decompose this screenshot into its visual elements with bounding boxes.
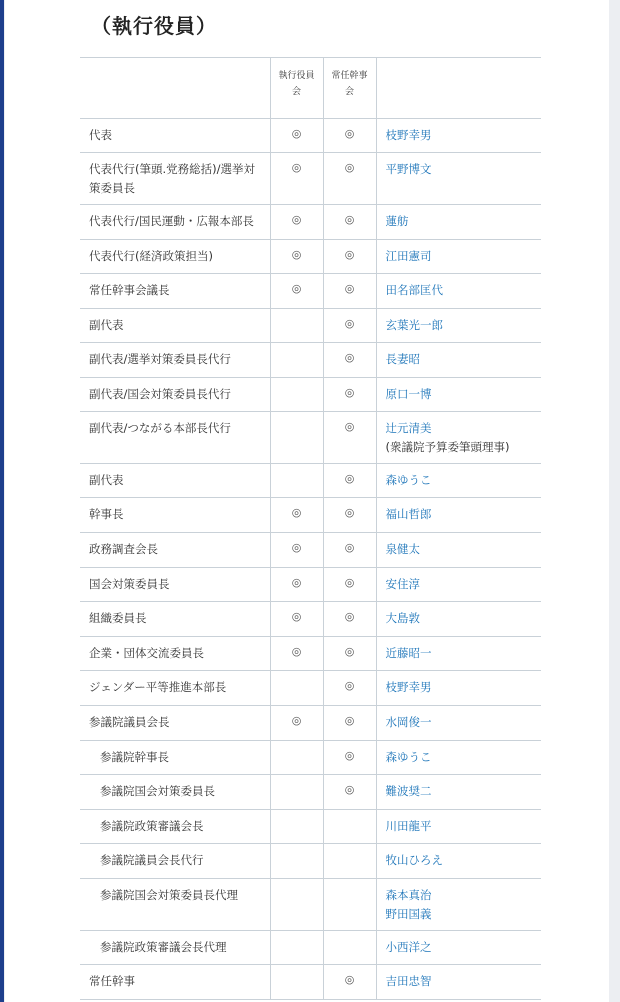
table-row [80, 931, 541, 965]
exec-committee-mark [270, 965, 323, 1000]
table-row [80, 637, 541, 671]
exec-committee-mark: ◎ [270, 119, 323, 153]
name-cell [376, 533, 541, 568]
member-name-link[interactable]: 水岡俊一 [385, 715, 432, 729]
name-cell [376, 378, 541, 412]
name-cell [376, 498, 541, 533]
role-cell: 参議院政策審議会長代理 [80, 931, 270, 965]
table-row [80, 343, 541, 378]
exec-committee-mark [270, 671, 323, 706]
name-cell [376, 568, 541, 602]
exec-committee-mark [270, 464, 323, 498]
member-name-link[interactable]: 牧山ひろえ [385, 853, 443, 867]
standing-board-mark: ◎ [323, 775, 376, 810]
table-row [80, 205, 541, 240]
role-cell: 代表代行(経済政策担当) [80, 240, 270, 274]
table-row [80, 741, 541, 775]
name-cell [376, 671, 541, 706]
member-name-link[interactable]: 大島敦 [385, 611, 420, 625]
name-cell [376, 119, 541, 153]
exec-committee-mark [270, 412, 323, 464]
role-cell: 常任幹事 [80, 965, 270, 1000]
name-cell [376, 412, 541, 464]
member-name-link[interactable]: 辻元清美 [385, 421, 432, 435]
table-row [80, 844, 541, 879]
header-name [376, 58, 541, 119]
role-cell: 参議院議員会長 [80, 706, 270, 741]
member-note: (衆議院予算委筆頭理事) [385, 440, 510, 454]
table-row [80, 965, 541, 1000]
table-row [80, 671, 541, 706]
role-cell: 代表 [80, 119, 270, 153]
member-name-link[interactable]: 難波奨二 [385, 784, 432, 798]
role-cell: 参議院議員会長代行 [80, 844, 270, 879]
member-name-link[interactable]: 枝野幸男 [385, 680, 432, 694]
role-cell: ジェンダー平等推進本部長 [80, 671, 270, 706]
role-cell: 参議院幹事長 [80, 741, 270, 775]
name-cell [376, 637, 541, 671]
table-row [80, 309, 541, 343]
standing-board-mark: ◎ [323, 706, 376, 741]
table-row [80, 153, 541, 205]
role-cell: 副代表 [80, 309, 270, 343]
name-cell [376, 153, 541, 205]
role-cell: 国会対策委員長 [80, 568, 270, 602]
member-name-link[interactable]: 江田憲司 [385, 249, 432, 263]
exec-committee-mark [270, 343, 323, 378]
name-cell [376, 844, 541, 879]
name-cell [376, 274, 541, 309]
table-row [80, 602, 541, 637]
standing-board-mark: ◎ [323, 274, 376, 309]
standing-board-mark [323, 879, 376, 931]
standing-board-mark: ◎ [323, 153, 376, 205]
member-name-link[interactable]: 安住淳 [385, 577, 420, 591]
section-title: （執行役員） [91, 14, 217, 38]
standing-board-mark [323, 810, 376, 844]
left-accent-bar [0, 0, 4, 1002]
standing-board-mark: ◎ [323, 119, 376, 153]
standing-board-mark [323, 844, 376, 879]
role-cell: 副代表/選挙対策委員長代行 [80, 343, 270, 378]
exec-committee-mark: ◎ [270, 568, 323, 602]
role-cell: 副代表/国会対策委員長代行 [80, 378, 270, 412]
member-name-link[interactable]: 森本真治 [385, 888, 432, 902]
standing-board-mark: ◎ [323, 965, 376, 1000]
member-name-link[interactable]: 泉健太 [385, 542, 420, 556]
role-cell: 副代表/つながる本部長代行 [80, 412, 270, 464]
table-row [80, 119, 541, 153]
standing-board-mark: ◎ [323, 240, 376, 274]
table-row [80, 533, 541, 568]
member-name-link[interactable]: 吉田忠智 [385, 974, 432, 988]
role-cell: 常任幹事会議長 [80, 274, 270, 309]
table-row [80, 498, 541, 533]
member-name-link[interactable]: 野田国義 [385, 907, 432, 921]
role-cell: 企業・団体交流委員長 [80, 637, 270, 671]
exec-committee-mark: ◎ [270, 602, 323, 637]
standing-board-mark: ◎ [323, 498, 376, 533]
role-cell: 組織委員長 [80, 602, 270, 637]
member-name-link[interactable]: 原口一博 [385, 387, 432, 401]
exec-committee-mark: ◎ [270, 153, 323, 205]
exec-committee-mark [270, 741, 323, 775]
member-name-link[interactable]: 平野博文 [385, 162, 432, 176]
exec-committee-mark: ◎ [270, 274, 323, 309]
table-row [80, 378, 541, 412]
exec-committee-mark: ◎ [270, 637, 323, 671]
name-cell [376, 965, 541, 1000]
name-cell [376, 931, 541, 965]
name-cell [376, 343, 541, 378]
exec-committee-mark: ◎ [270, 706, 323, 741]
exec-committee-mark [270, 810, 323, 844]
name-cell [376, 879, 541, 931]
table-row [80, 412, 541, 464]
exec-committee-mark: ◎ [270, 240, 323, 274]
standing-board-mark: ◎ [323, 412, 376, 464]
header-role [80, 58, 270, 119]
standing-board-mark: ◎ [323, 309, 376, 343]
exec-committee-mark [270, 775, 323, 810]
name-cell [376, 602, 541, 637]
standing-board-mark: ◎ [323, 378, 376, 412]
standing-board-mark: ◎ [323, 205, 376, 240]
table-row [80, 274, 541, 309]
member-name-link[interactable]: 森ゆうこ [385, 750, 432, 764]
exec-committee-mark [270, 931, 323, 965]
exec-committee-mark: ◎ [270, 205, 323, 240]
name-cell [376, 775, 541, 810]
name-cell [376, 706, 541, 741]
member-name-link[interactable]: 小西洋之 [385, 940, 432, 954]
exec-committee-mark [270, 378, 323, 412]
exec-committee-mark [270, 309, 323, 343]
standing-board-mark: ◎ [323, 602, 376, 637]
name-cell [376, 464, 541, 498]
member-name-link[interactable]: 森ゆうこ [385, 473, 432, 487]
table-row [80, 810, 541, 844]
member-name-link[interactable]: 川田龍平 [385, 819, 432, 833]
executive-table [80, 57, 541, 1000]
role-cell: 政務調査会長 [80, 533, 270, 568]
table-row [80, 775, 541, 810]
standing-board-mark: ◎ [323, 671, 376, 706]
name-cell [376, 309, 541, 343]
role-cell: 参議院国会対策委員長 [80, 775, 270, 810]
table-row [80, 464, 541, 498]
header-exec-committee: 執行役員会 [270, 58, 323, 119]
role-cell: 参議院国会対策委員長代理 [80, 879, 270, 931]
table-row [80, 879, 541, 931]
exec-committee-mark [270, 879, 323, 931]
standing-board-mark: ◎ [323, 533, 376, 568]
standing-board-mark: ◎ [323, 741, 376, 775]
table-row [80, 240, 541, 274]
role-cell: 参議院政策審議会長 [80, 810, 270, 844]
table-row [80, 706, 541, 741]
member-name-link[interactable]: 近藤昭一 [385, 646, 432, 660]
member-name-link[interactable]: 長妻昭 [385, 352, 420, 366]
table-header-row [80, 58, 541, 119]
name-cell [376, 205, 541, 240]
member-name-link[interactable]: 福山哲郎 [385, 507, 432, 521]
standing-board-mark [323, 931, 376, 965]
role-cell: 副代表 [80, 464, 270, 498]
exec-committee-mark: ◎ [270, 498, 323, 533]
name-cell [376, 741, 541, 775]
name-cell [376, 810, 541, 844]
member-name-link[interactable]: 枝野幸男 [385, 128, 432, 142]
standing-board-mark: ◎ [323, 343, 376, 378]
header-standing-board: 常任幹事会 [323, 58, 376, 119]
member-name-link[interactable]: 蓮舫 [385, 214, 409, 228]
standing-board-mark: ◎ [323, 464, 376, 498]
exec-committee-mark [270, 844, 323, 879]
standing-board-mark: ◎ [323, 637, 376, 671]
member-name-link[interactable]: 玄葉光一郎 [385, 318, 443, 332]
table-row [80, 568, 541, 602]
name-cell [376, 240, 541, 274]
exec-committee-mark: ◎ [270, 533, 323, 568]
role-cell: 代表代行(筆頭.党務総括)/選挙対策委員長 [80, 153, 270, 205]
role-cell: 代表代行/国民運動・広報本部長 [80, 205, 270, 240]
role-cell: 幹事長 [80, 498, 270, 533]
member-name-link[interactable]: 田名部匡代 [385, 283, 443, 297]
standing-board-mark: ◎ [323, 568, 376, 602]
